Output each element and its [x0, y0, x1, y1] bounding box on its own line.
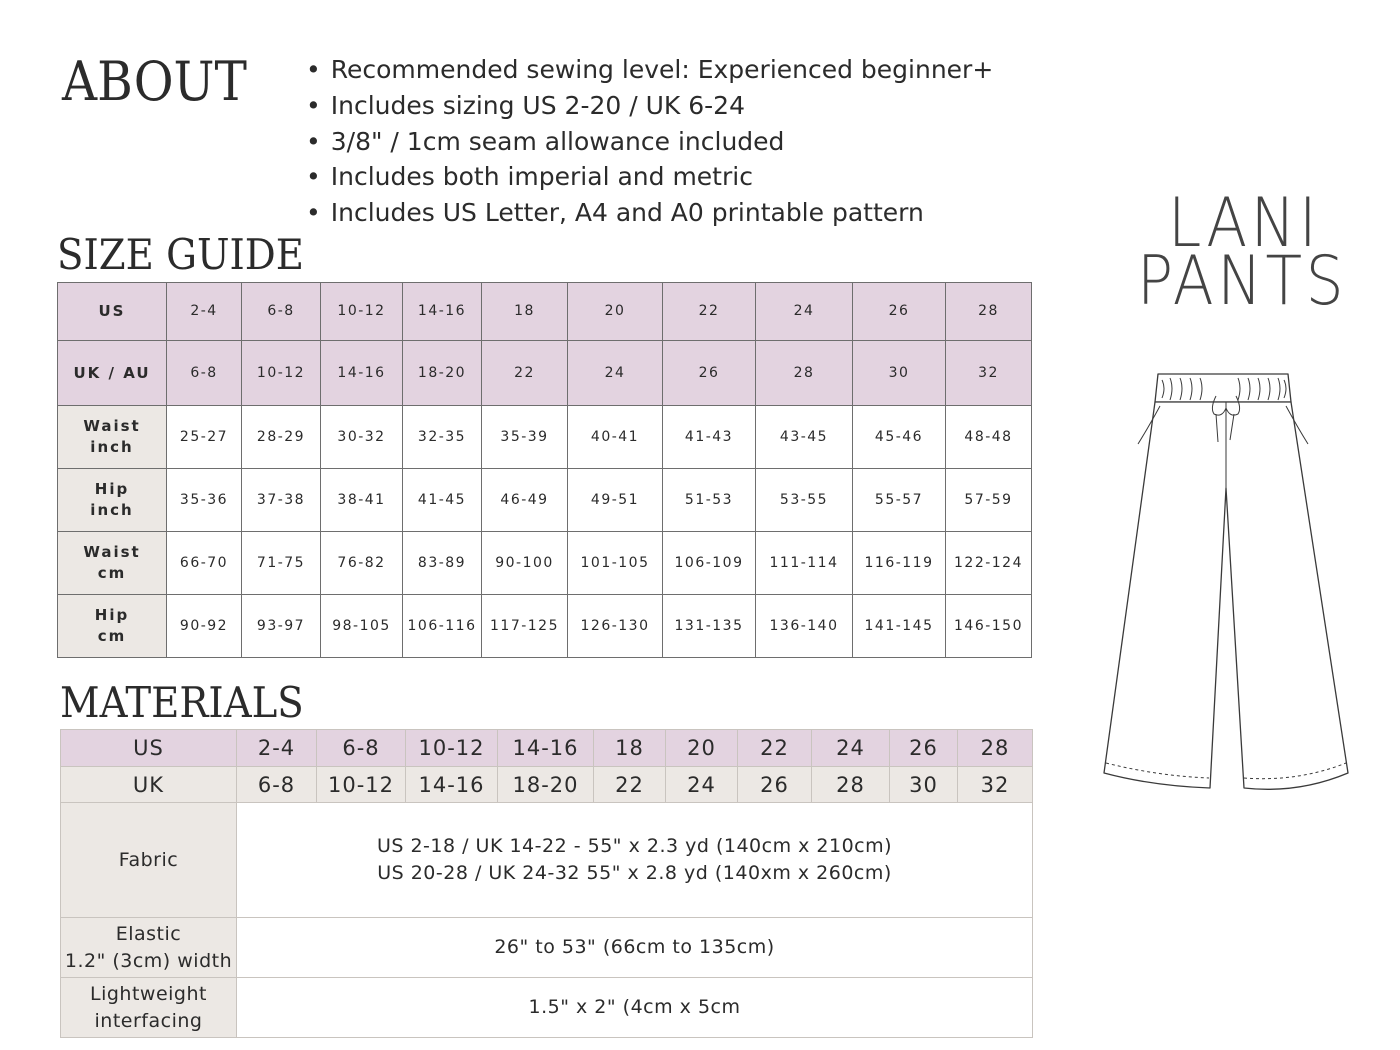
materials-us-size-cell: 28 — [958, 730, 1033, 767]
size-cell: 141-145 — [853, 595, 946, 658]
size-cell: 28 — [946, 283, 1032, 341]
size-cell: 20 — [568, 283, 663, 341]
size-cell: 90-100 — [482, 532, 568, 595]
pants-illustration — [1098, 368, 1356, 798]
materials-uk-size-cell: 14-16 — [406, 767, 498, 803]
size-cell: 40-41 — [568, 406, 663, 469]
size-cell: 122-124 — [946, 532, 1032, 595]
size-row — [58, 406, 1032, 469]
size-cell: 26 — [663, 341, 756, 406]
size-row-label-line: Hip — [94, 606, 130, 624]
materials-us-size-cell: 6-8 — [317, 730, 406, 767]
materials-us-size-cell: 10-12 — [406, 730, 498, 767]
size-cell: 76-82 — [321, 532, 403, 595]
size-cell: 101-105 — [568, 532, 663, 595]
size-cell: 46-49 — [482, 469, 568, 532]
materials-uk-size-cell: 6-8 — [237, 767, 317, 803]
size-row-label-line: cm — [97, 564, 127, 582]
materials-us-size-cell: 24 — [812, 730, 890, 767]
size-cell: 30-32 — [321, 406, 403, 469]
materials-us-size-cell: 18 — [594, 730, 666, 767]
size-cell: 117-125 — [482, 595, 568, 658]
size-cell: 35-39 — [482, 406, 568, 469]
size-row-label-line: Waist — [83, 543, 141, 561]
size-row-label — [58, 341, 167, 406]
about-bullet-list — [306, 52, 993, 231]
materials-uk-size-cell: 32 — [958, 767, 1033, 803]
about-bullet: • Includes US Letter, A4 and A0 printable pattern — [306, 195, 993, 231]
size-cell: 30 — [853, 341, 946, 406]
size-cell: 106-116 — [403, 595, 482, 658]
size-guide-heading: SIZE GUIDE — [57, 230, 304, 279]
size-cell: 26 — [853, 283, 946, 341]
size-cell: 37-38 — [242, 469, 321, 532]
pattern-title-line2: PANTS — [1137, 242, 1348, 321]
size-guide-table — [57, 282, 1032, 658]
elastic-label-line-2: 1.2" (3cm) width — [64, 949, 233, 972]
materials-uk-size-cell: 26 — [738, 767, 812, 803]
materials-uk-size-cell: 22 — [594, 767, 666, 803]
size-cell: 93-97 — [242, 595, 321, 658]
materials-interfacing-row — [61, 978, 1033, 1038]
size-cell: 14-16 — [321, 341, 403, 406]
size-cell: 6-8 — [242, 283, 321, 341]
size-cell: 43-45 — [756, 406, 853, 469]
size-cell: 10-12 — [242, 341, 321, 406]
size-row — [58, 595, 1032, 658]
about-bullet: • Includes sizing US 2-20 / UK 6-24 — [306, 88, 993, 124]
about-bullet: • Recommended sewing level: Experienced beginner+ — [306, 52, 993, 88]
size-cell: 57-59 — [946, 469, 1032, 532]
elastic-label — [61, 918, 237, 978]
materials-elastic-row — [61, 918, 1033, 978]
size-cell: 32-35 — [403, 406, 482, 469]
materials-us-size-cell: 22 — [738, 730, 812, 767]
materials-uk-size-cell: 28 — [812, 767, 890, 803]
size-cell: 18 — [482, 283, 568, 341]
size-cell: 45-46 — [853, 406, 946, 469]
size-cell: 25-27 — [167, 406, 242, 469]
size-cell: 24 — [756, 283, 853, 341]
size-row — [58, 283, 1032, 341]
size-row-label-line: cm — [97, 627, 127, 645]
materials-uk-size-cell: 24 — [666, 767, 738, 803]
size-row-label-line: Hip — [94, 480, 130, 498]
size-row-label — [58, 595, 167, 658]
materials-table — [60, 729, 1033, 1038]
materials-us-label: US — [61, 730, 237, 767]
fabric-line-1: US 2-18 / UK 14-22 - 55" x 2.3 yd (140cm x 210cm) — [376, 835, 893, 857]
size-cell: 111-114 — [756, 532, 853, 595]
size-row-label-line: US — [98, 302, 126, 320]
waistband-shape — [1155, 374, 1291, 402]
size-row-label-line: UK / AU — [73, 363, 151, 382]
about-heading: ABOUT — [62, 50, 247, 113]
size-row-label-line: inch — [90, 438, 134, 456]
size-cell: 6-8 — [167, 341, 242, 406]
size-cell: 41-45 — [403, 469, 482, 532]
materials-us-row — [61, 730, 1033, 767]
fabric-line-2: US 20-28 / UK 24-32 55" x 2.8 yd (140xm x 260cm) — [377, 862, 892, 884]
size-cell: 51-53 — [663, 469, 756, 532]
size-cell: 90-92 — [167, 595, 242, 658]
interfacing-label-line-2: interfacing — [94, 1009, 203, 1032]
materials-us-size-cell: 20 — [666, 730, 738, 767]
interfacing-label-line-1: Lightweight — [90, 982, 207, 1005]
size-cell: 106-109 — [663, 532, 756, 595]
size-row — [58, 341, 1032, 406]
size-row-label — [58, 469, 167, 532]
size-cell: 22 — [663, 283, 756, 341]
size-cell: 28-29 — [242, 406, 321, 469]
size-cell: 53-55 — [756, 469, 853, 532]
size-cell: 28 — [756, 341, 853, 406]
size-row-label-line: inch — [90, 501, 134, 519]
size-cell: 14-16 — [403, 283, 482, 341]
pattern-title-line1: LANI — [1168, 184, 1321, 263]
elastic-value: 26" to 53" (66cm to 135cm) — [237, 918, 1033, 978]
size-cell: 116-119 — [853, 532, 946, 595]
size-cell: 126-130 — [568, 595, 663, 658]
materials-uk-size-cell: 30 — [890, 767, 958, 803]
size-cell: 49-51 — [568, 469, 663, 532]
materials-heading: MATERIALS — [60, 678, 304, 727]
size-cell: 71-75 — [242, 532, 321, 595]
materials-uk-row — [61, 767, 1033, 803]
size-cell: 55-57 — [853, 469, 946, 532]
size-cell: 22 — [482, 341, 568, 406]
size-cell: 41-43 — [663, 406, 756, 469]
size-cell: 2-4 — [167, 283, 242, 341]
size-cell: 24 — [568, 341, 663, 406]
size-cell: 10-12 — [321, 283, 403, 341]
interfacing-label — [61, 978, 237, 1038]
size-cell: 146-150 — [946, 595, 1032, 658]
size-row-label — [58, 406, 167, 469]
size-cell: 32 — [946, 341, 1032, 406]
size-row — [58, 469, 1032, 532]
materials-uk-size-cell: 18-20 — [498, 767, 594, 803]
fabric-value — [237, 803, 1033, 918]
materials-us-size-cell: 2-4 — [237, 730, 317, 767]
materials-uk-size-cell: 10-12 — [317, 767, 406, 803]
about-bullet: • Includes both imperial and metric — [306, 159, 993, 195]
size-cell: 35-36 — [167, 469, 242, 532]
size-cell: 66-70 — [167, 532, 242, 595]
size-cell: 38-41 — [321, 469, 403, 532]
elastic-label-line-1: Elastic — [115, 922, 182, 945]
size-cell: 48-48 — [946, 406, 1032, 469]
size-cell: 98-105 — [321, 595, 403, 658]
materials-us-size-cell: 26 — [890, 730, 958, 767]
size-row-label — [58, 283, 167, 341]
size-cell: 18-20 — [403, 341, 482, 406]
interfacing-value: 1.5" x 2" (4cm x 5cm — [237, 978, 1033, 1038]
size-row — [58, 532, 1032, 595]
size-cell: 131-135 — [663, 595, 756, 658]
about-bullet: • 3/8" / 1cm seam allowance included — [306, 124, 993, 160]
fabric-label: Fabric — [61, 803, 237, 918]
size-row-label-line: Waist — [83, 417, 141, 435]
materials-uk-label: UK — [61, 767, 237, 803]
materials-us-size-cell: 14-16 — [498, 730, 594, 767]
size-row-label — [58, 532, 167, 595]
size-cell: 83-89 — [403, 532, 482, 595]
materials-fabric-row — [61, 803, 1033, 918]
size-cell: 136-140 — [756, 595, 853, 658]
